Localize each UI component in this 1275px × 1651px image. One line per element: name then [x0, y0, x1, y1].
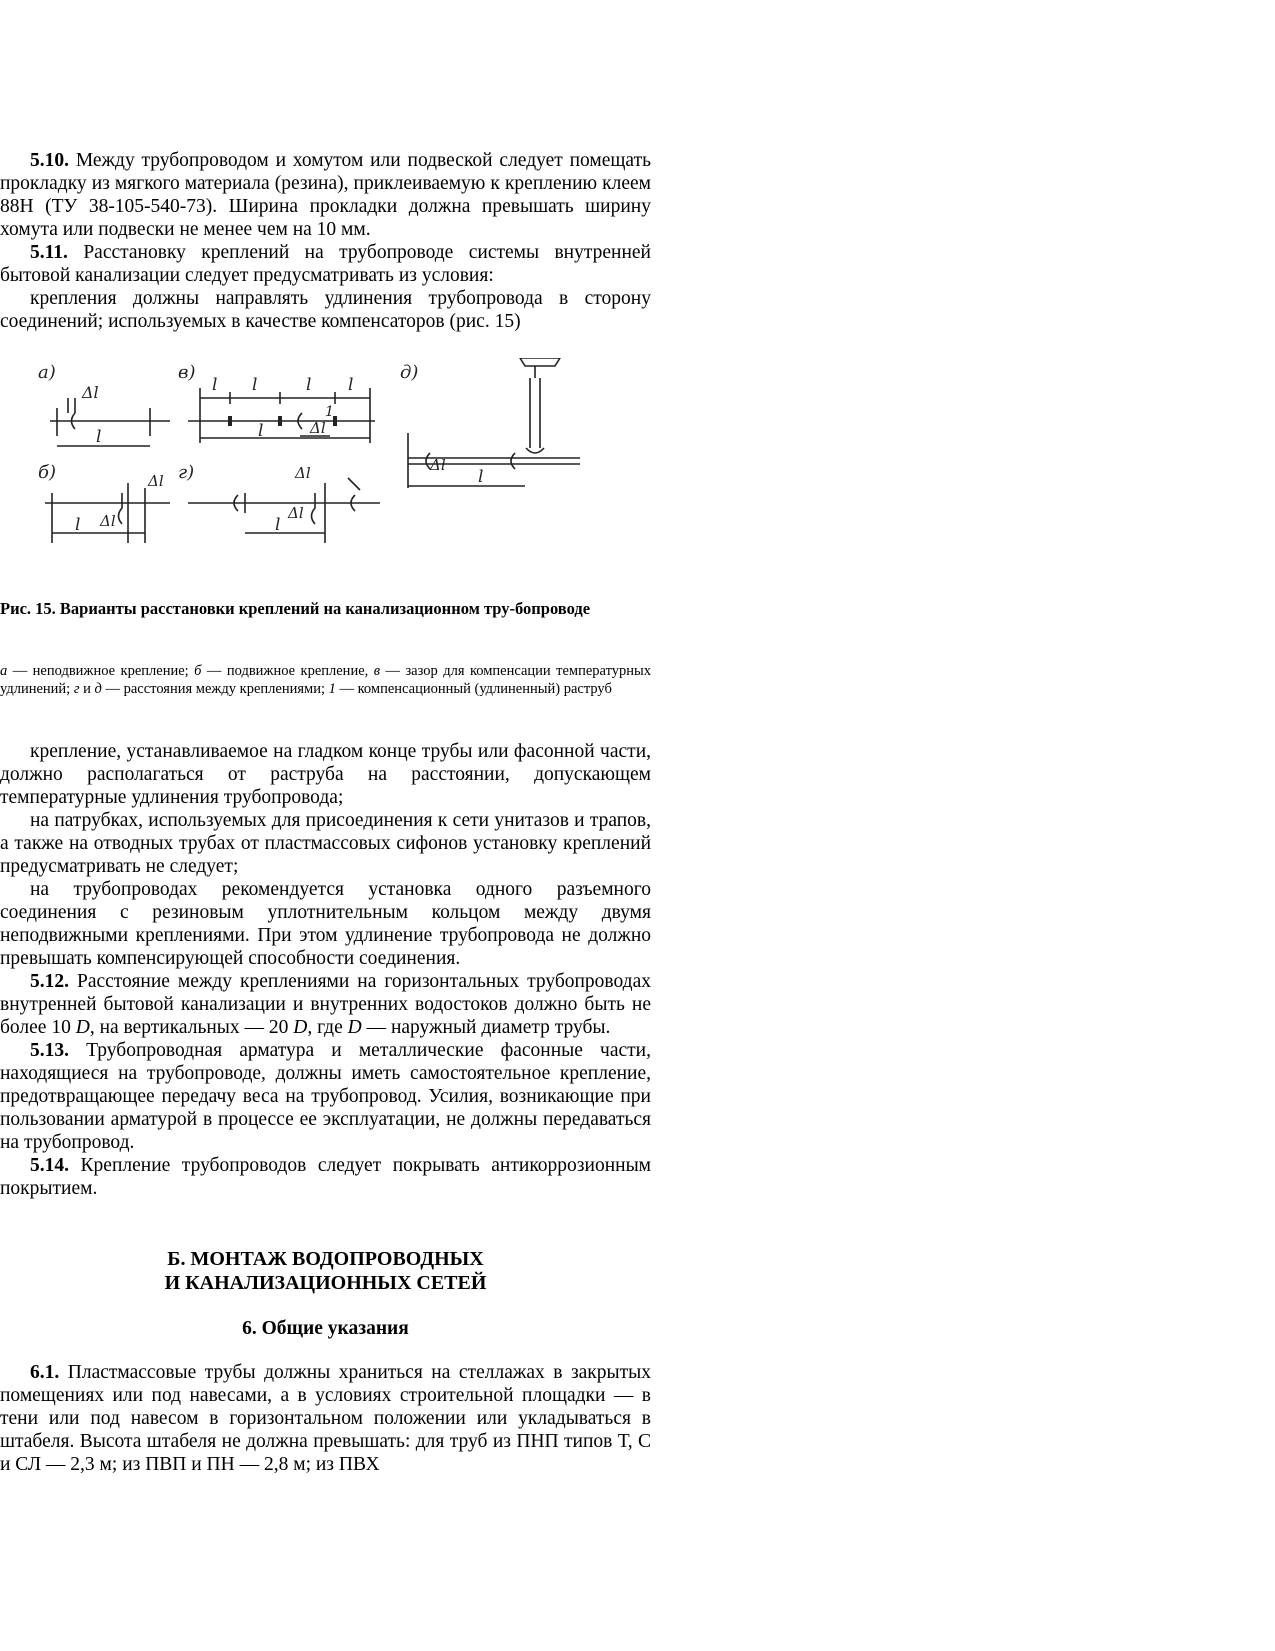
legend-text: — зазор для компенсации температурных удлинений;	[0, 663, 651, 697]
paragraph-5-13	[0, 1039, 651, 1154]
paragraph-number: 5.10.	[30, 150, 69, 171]
delta-l-label: Δl	[430, 456, 446, 474]
panel-d	[400, 358, 580, 488]
diameter-symbol: D	[293, 1017, 308, 1038]
paragraph-6-1	[0, 1361, 651, 1476]
paragraph-number: 5.14.	[30, 1155, 69, 1176]
legend-text: — расстояния между креплениями;	[101, 681, 329, 697]
delta-l-label: Δl	[295, 464, 311, 482]
legend-text: и	[79, 681, 95, 697]
fastening-diagram	[30, 358, 630, 578]
paragraph-number: 5.13.	[30, 1040, 69, 1061]
delta-l-label: Δl	[82, 383, 99, 402]
paragraph-text: Расстояние между креплениями на горизонтальных трубопроводах внутренней бытовой канализации и внутренних водостоков должно быть не более 10	[0, 971, 652, 1038]
delta-l-label: Δl	[100, 512, 116, 530]
paragraph-5-11-item: крепления должны направлять удлинения трубопровода в сторону соединений; используемых в качестве компенсаторов (рис. 15)	[0, 288, 651, 332]
paragraph-5-14	[0, 1154, 651, 1200]
legend-key: 1	[328, 681, 336, 697]
l-label: l	[306, 375, 312, 395]
diameter-symbol: D	[347, 1017, 362, 1038]
section-heading-line: Б. МОНТАЖ ВОДОПРОВОДНЫХ	[167, 1248, 484, 1270]
label-one: 1	[325, 404, 334, 420]
l-label: l	[75, 515, 81, 535]
diameter-symbol: D	[75, 1017, 90, 1038]
panel-label-d: д)	[400, 362, 419, 383]
panel-label-g: г)	[178, 462, 195, 483]
section-6	[0, 1361, 651, 1476]
l-label: l	[478, 467, 484, 487]
legend-key: а	[0, 663, 8, 679]
l-label: l	[96, 427, 102, 447]
legend-key: в	[373, 663, 381, 679]
delta-l-label: Δl	[148, 472, 164, 490]
paragraph-number: 6.1.	[30, 1362, 60, 1383]
panel-label-v: в)	[178, 362, 196, 383]
subsection-heading: 6. Общие указания	[242, 1318, 409, 1339]
paragraph: крепление, устанавливаемое на гладком конце трубы или фасонной части, должно располагаться от раструба на расстоянии, допускающем температурные удлинения трубопровода;	[0, 741, 651, 808]
delta-l-label: Δl	[288, 504, 304, 522]
legend-text: — компенсационный (удлиненный) раструб	[335, 681, 612, 697]
panel-label-b: б)	[38, 462, 57, 483]
paragraph-text: Расстановку креплений на трубопроводе системы внутренней бытовой канализации следует предусматривать из условия:	[0, 242, 651, 286]
section-heading-line: И КАНАЛИЗАЦИОННЫХ СЕТЕЙ	[164, 1272, 487, 1294]
section-5-top	[0, 149, 651, 333]
l-label: l	[275, 515, 281, 535]
l-label: l	[252, 375, 258, 395]
panel-label-a: а)	[38, 362, 56, 383]
paragraph-number: 5.12.	[30, 971, 69, 992]
figure-caption: Рис. 15. Варианты расстановки креплений на канализационном тру-бопроводе	[0, 599, 591, 618]
paragraph-text: — наружный диаметр трубы.	[361, 1017, 611, 1038]
delta-l-label: Δl	[310, 419, 326, 437]
panel-v	[178, 362, 375, 443]
l-label: l	[258, 421, 264, 441]
panel-g	[178, 462, 380, 543]
legend-key: б	[194, 663, 202, 679]
paragraph: на патрубках, используемых для присоединения к сети унитазов и трапов, а также на отводных трубах от пластмассовых сифонов установку креплений предусматривать не следует;	[0, 810, 651, 877]
paragraph: на трубопроводах рекомендуется установка одного разъемного соединения с резиновым уплотнительным кольцом между двумя неподвижными креплениями. При этом удлинение трубопровода не должно превышать компенсирующей способности соединения.	[0, 879, 651, 969]
paragraph-text: Между трубопроводом и хомутом или подвеской следует помещать прокладку из мягкого материала (резина), приклеиваемую к креплению клеем 88Н (ТУ 38-105-540-73). Ширина прокладки должна превышать ширину хомута или подвески не менее чем на 10 мм.	[0, 150, 651, 240]
paragraph-5-12	[0, 970, 651, 1039]
legend-text: — неподвижное крепление;	[7, 663, 195, 679]
paragraph-text: Трубопроводная арматура и металлические фасонные части, находящиеся на трубопроводе, должны иметь самостоятельное крепление, предотвращающее передачу веса на трубопровод. Усилия, возникающие при пользовании арматурой в процессе ее эксплуатации, не должны передаваться на трубопровод.	[0, 1040, 651, 1153]
l-label: l	[212, 375, 218, 395]
section-5-bottom	[0, 740, 651, 1200]
paragraph-5-10	[0, 149, 651, 241]
panel-b	[38, 462, 170, 543]
paragraph-text: Пластмассовые трубы должны храниться на стеллажах в закрытых помещениях или под навесами, а в условиях строительной площадки — в тени или под навесом в горизонтальном положении или укладываться в штабеля. Высота штабеля не должна превышать: для труб из ПНП типов Т, С и СЛ — 2,3 м; из ПВП и ПН — 2,8 м; из ПВХ	[0, 1362, 652, 1475]
paragraph-text: , где	[307, 1017, 348, 1038]
panel-a	[38, 362, 170, 447]
figure-legend	[0, 662, 651, 698]
l-label: l	[348, 375, 354, 395]
section-heading	[0, 1247, 651, 1295]
legend-text: — подвижное крепление,	[201, 663, 374, 679]
paragraph-5-11	[0, 241, 651, 287]
paragraph-text: , на вертикальных — 20	[89, 1017, 294, 1038]
legend-key: г	[73, 681, 80, 697]
paragraph-text: Крепление трубопроводов следует покрывать антикоррозионным покрытием.	[0, 1155, 652, 1199]
paragraph-number: 5.11.	[30, 242, 68, 263]
legend-key: д	[94, 681, 102, 697]
